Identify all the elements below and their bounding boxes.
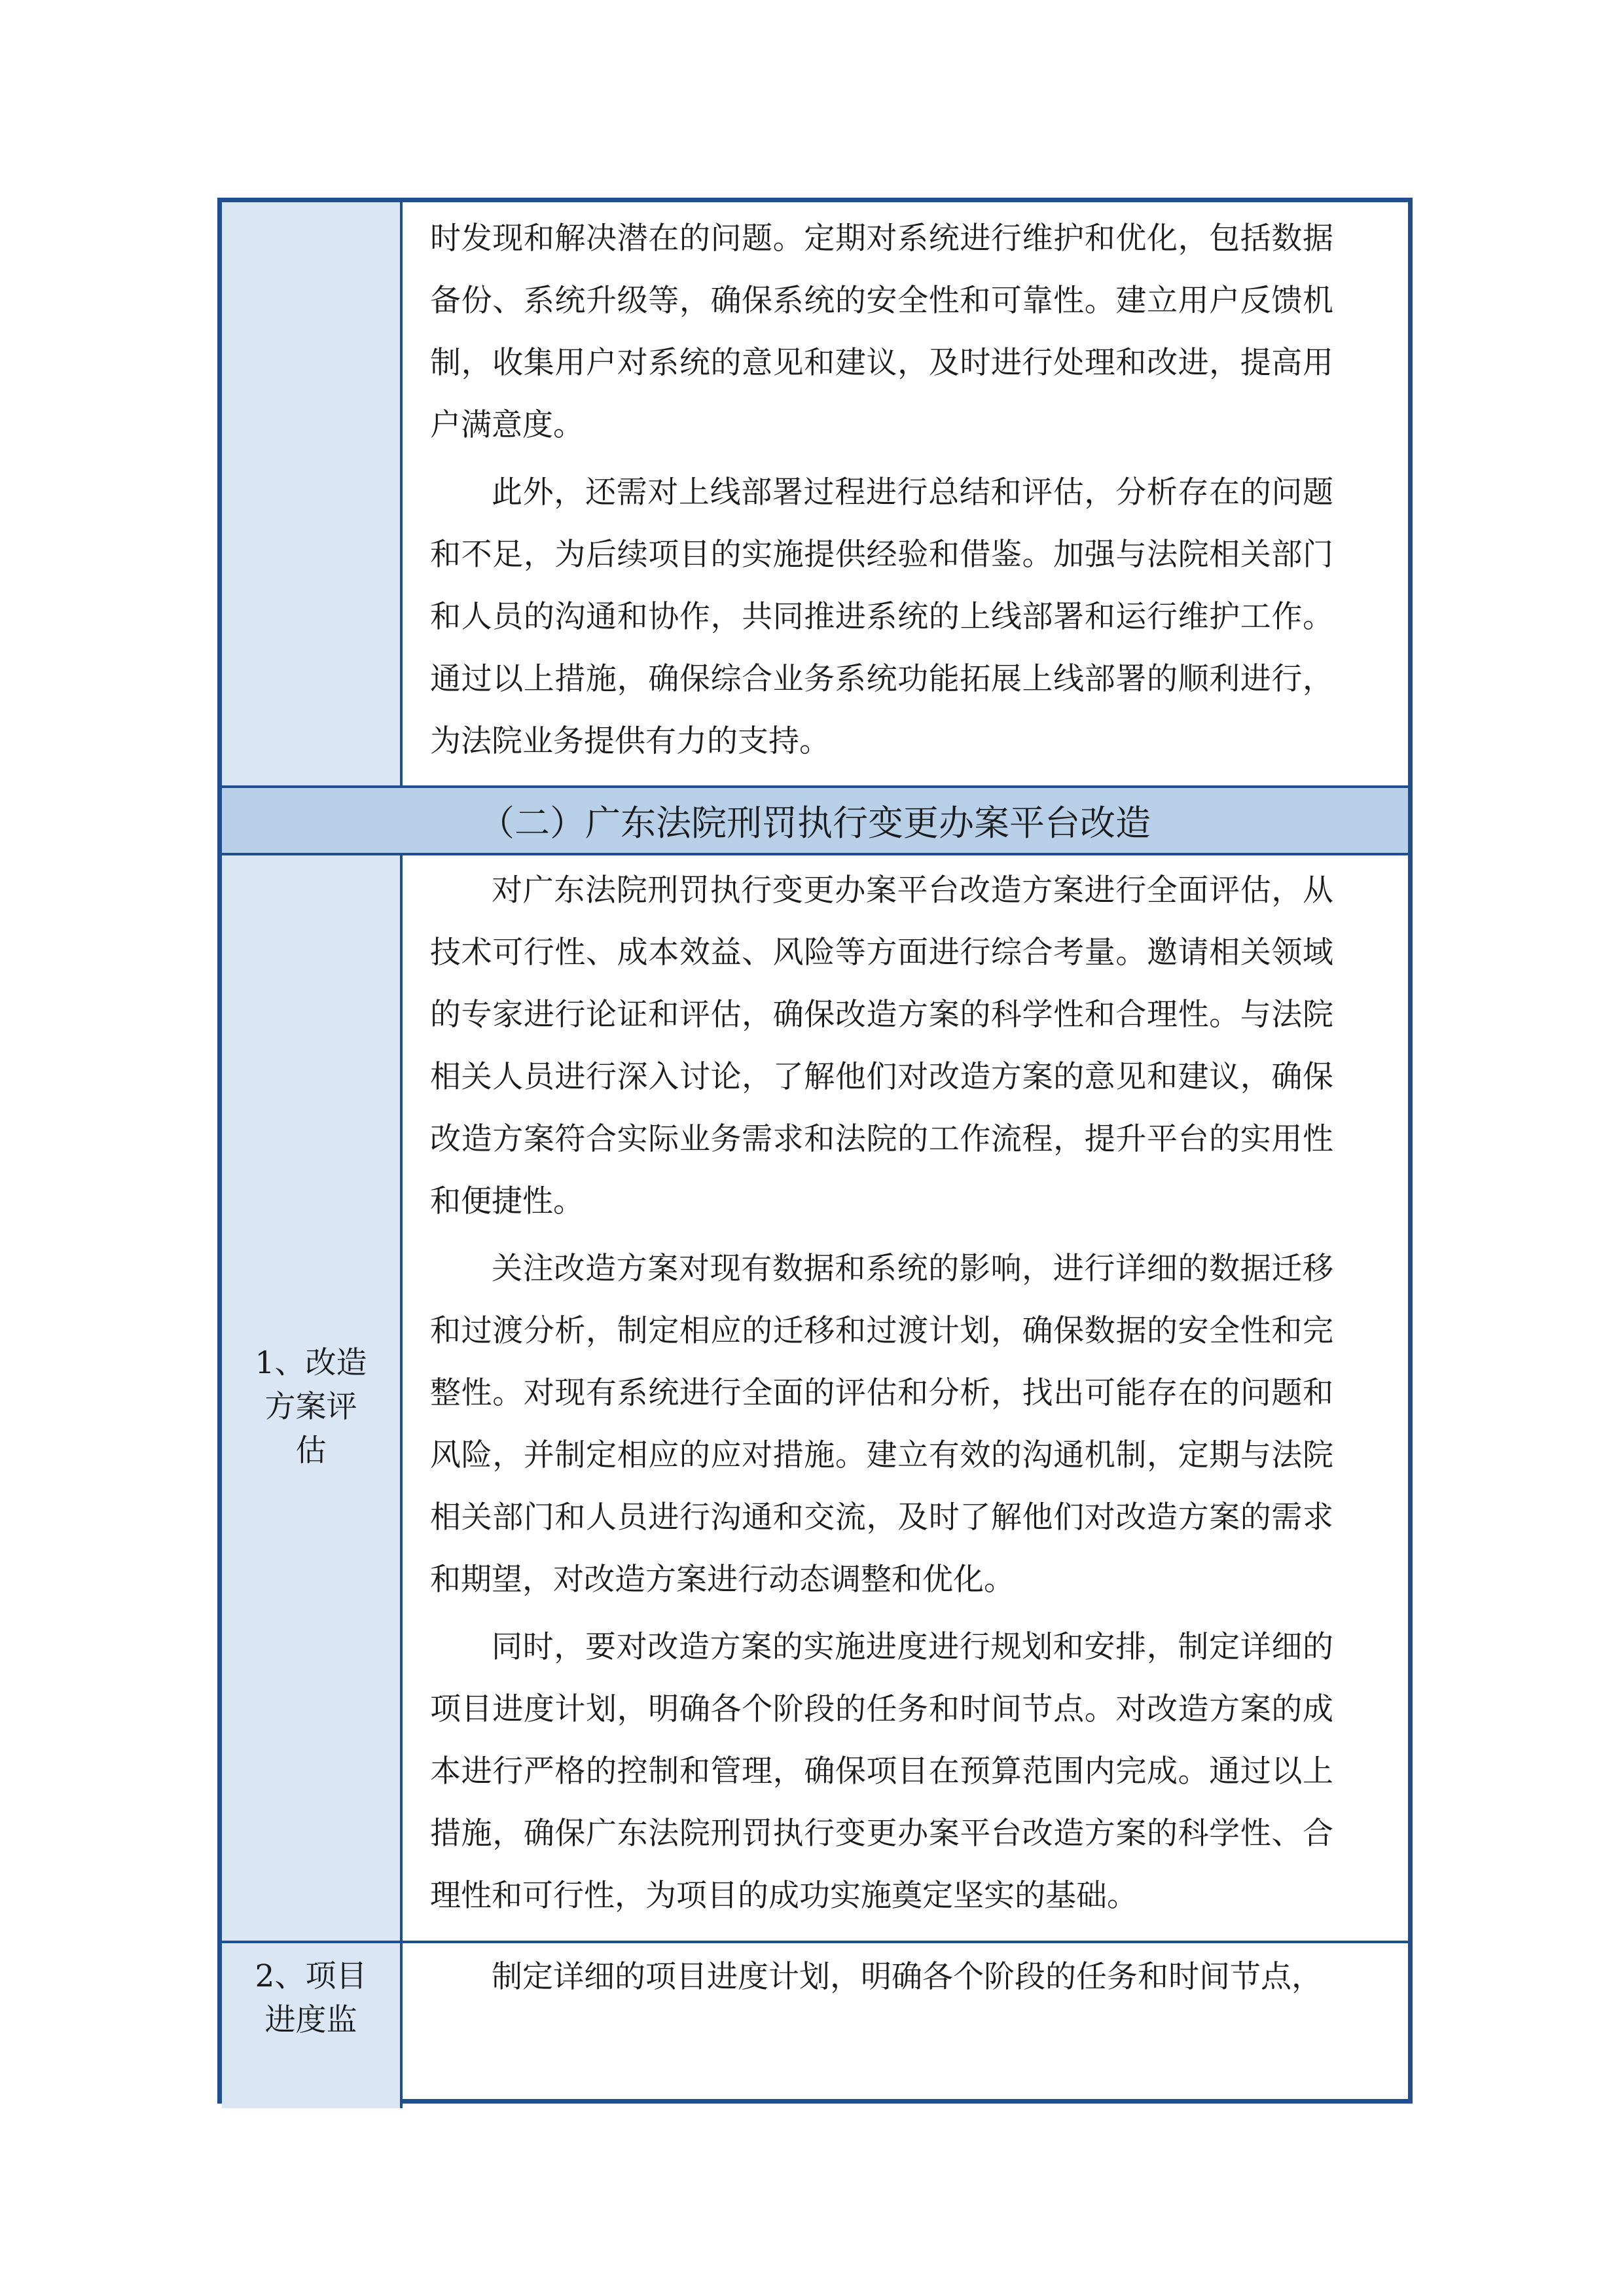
- row-label-line: 估: [295, 1433, 327, 1469]
- paragraph: 此外，还需对上线部署过程进行总结和评估，分析存在的问题和不足，为后续项目的实施提供经验和借鉴。加强与法院相关部门和人员的沟通和协作，共同推进系统的上线部署和运行维护工作。通过以上措施，确保综合业务系统功能拓展上线部署的顺利进行，为法院业务提供有力的支持。: [430, 475, 1333, 759]
- content-cell-plan-evaluation: [430, 859, 1333, 1932]
- paragraph: 制定详细的项目进度计划，明确各个阶段的任务和时间节点，: [492, 1959, 1322, 1995]
- row-label-progress: [222, 1954, 400, 2042]
- column-divider: [400, 855, 403, 2108]
- section-header: [222, 788, 1408, 853]
- content-cell-progress: [430, 1946, 1333, 2013]
- document-table: [217, 198, 1413, 2104]
- row-label-plan-evaluation: [222, 1341, 400, 1473]
- row-label-line: 进度监: [264, 2002, 357, 2038]
- section-header-text: （二）广东法院刑罚执行变更办案平台改造: [479, 802, 1151, 844]
- paragraph: 关注改造方案对现有数据和系统的影响，进行详细的数据迁移和过渡分析，制定相应的迁移和过渡计划，确保数据的安全性和完整性。对现有系统进行全面的评估和分析，找出可能存在的问题和风险，并制定相应的应对措施。建立有效的沟通机制，定期与法院相关部门和人员进行沟通和交流，及时了解他们对改造方案的需求和期望，对改造方案进行动态调整和优化。: [430, 1251, 1333, 1598]
- column-divider: [400, 202, 403, 785]
- label-cell-empty: [222, 202, 400, 785]
- row-label-line: 2、项目: [255, 1958, 367, 1994]
- paragraph: 时发现和解决潜在的问题。定期对系统进行维护和优化，包括数据备份、系统升级等，确保系统的安全性和可靠性。建立用户反馈机制，收集用户对系统的意见和建议，及时进行处理和改进，提高用户满意度。: [430, 221, 1333, 443]
- paragraph: 对广东法院刑罚执行变更办案平台改造方案进行全面评估，从技术可行性、成本效益、风险等方面进行综合考量。邀请相关领域的专家进行论证和评估，确保改造方案的科学性和合理性。与法院相关人员进行深入讨论，了解他们对改造方案的意见和建议，确保改造方案符合实际业务需求和法院的工作流程，提升平台的实用性和便捷性。: [430, 872, 1333, 1219]
- row-label-line: 1、改造: [255, 1345, 367, 1381]
- content-cell-continuation: [430, 207, 1333, 778]
- row-label-line: 方案评: [264, 1389, 357, 1425]
- paragraph: 同时，要对改造方案的实施进度进行规划和安排，制定详细的项目进度计划，明确各个阶段的任务和时间节点。对改造方案的成本进行严格的控制和管理，确保项目在预算范围内完成。通过以上措施，确保广东法院刑罚执行变更办案平台改造方案的科学性、合理性和可行性，为项目的成功实施奠定坚实的基础。: [430, 1629, 1333, 1914]
